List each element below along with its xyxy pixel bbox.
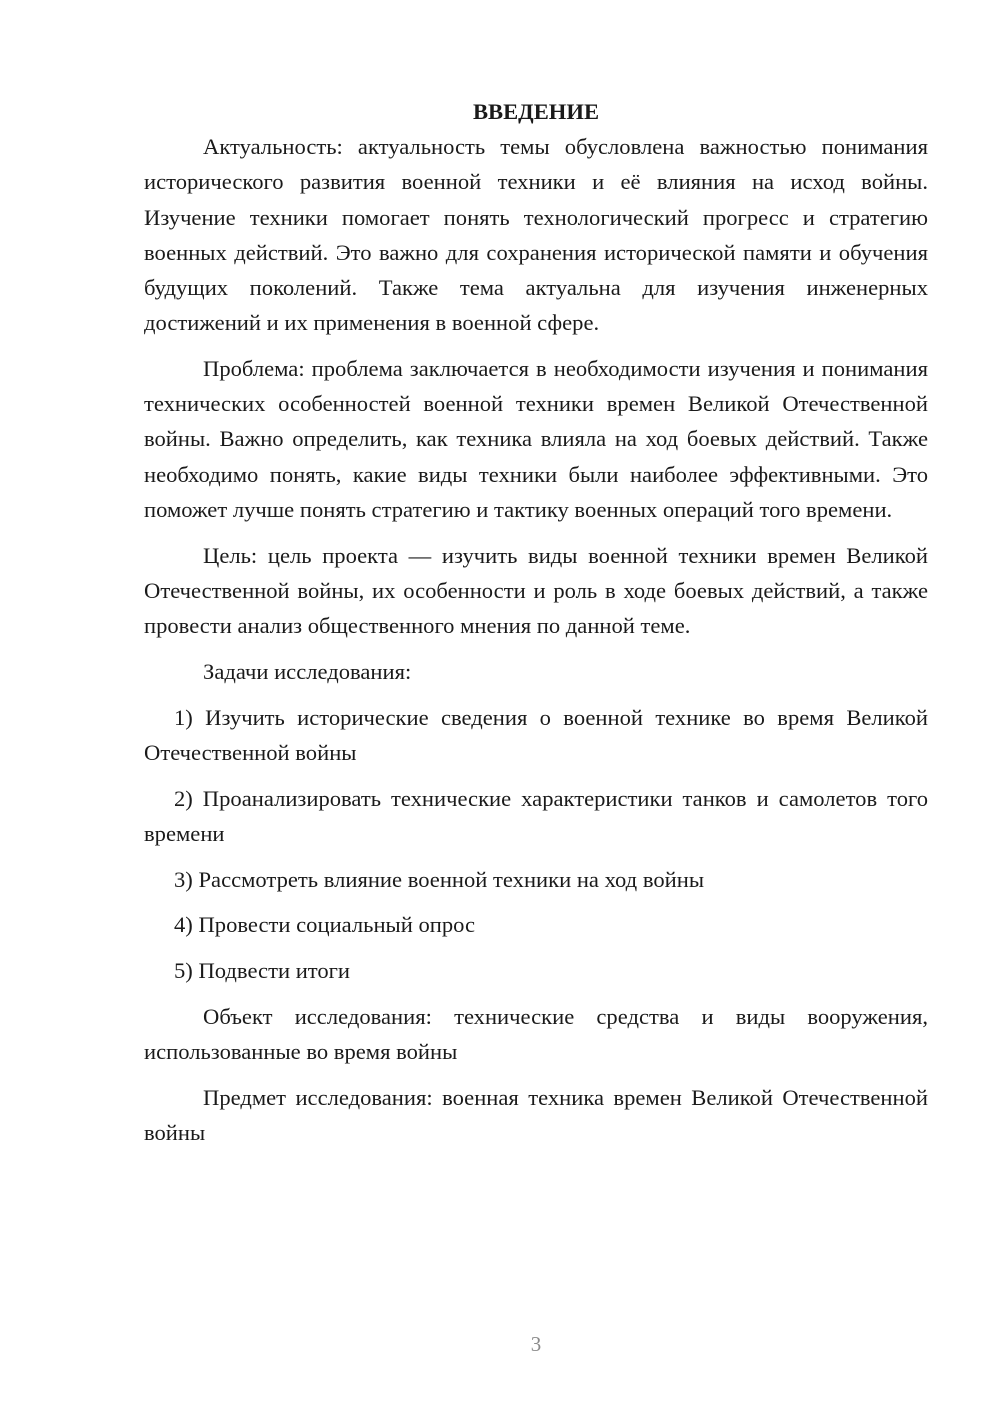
paragraph-object: Объект исследования: технические средства и виды вооружения, использованные во время войны: [144, 1004, 928, 1065]
tasks-title: Задачи исследования:: [203, 658, 412, 684]
task-item-2: 2) Проанализировать технические характеристики танков и самолетов того времени: [144, 785, 928, 846]
paragraph-problem: Проблема: проблема заключается в необходимости изучения и понимания технических особенностей военной техники времен Великой Отечественной войны. Важно определить, как техника влияла на ход боевых действий. Также необходимо понять, какие виды техники были наиболее эффективными. Это поможет лучше понять стратегию и тактику военных операций того времени.: [144, 356, 928, 522]
section-heading: ВВЕДЕНИЕ: [472, 99, 600, 124]
task-item-5: 5) Подвести итоги: [174, 958, 351, 984]
paragraph-subject: Предмет исследования: военная техника времен Великой Отечественной войны: [144, 1085, 928, 1146]
paragraph-relevance: Актуальность: актуальность темы обусловлена важностью понимания исторического развития военной техники и её влияния на исход войны. Изучение техники помогает понять технологический прогресс и стратегию военных действий. Это важно для сохранения исторической памяти и обучения будущих поколений. Также тема актуальна для изучения инженерных достижений и их применения в военной сфере.: [144, 134, 928, 336]
page-content: [144, 94, 928, 1150]
task-item-3: 3) Рассмотреть влияние военной техники на ход войны: [174, 866, 705, 892]
task-item-1: 1) Изучить исторические сведения о военной технике во время Великой Отечественной войны: [144, 704, 928, 765]
task-item-4: 4) Провести социальный опрос: [174, 912, 476, 938]
page-number: 3: [530, 1332, 542, 1356]
paragraph-goal: Цель: цель проекта — изучить виды военной техники времен Великой Отечественной войны, их особенности и роль в ходе боевых действий, а также провести анализ общественного мнения по данной теме.: [144, 542, 928, 639]
